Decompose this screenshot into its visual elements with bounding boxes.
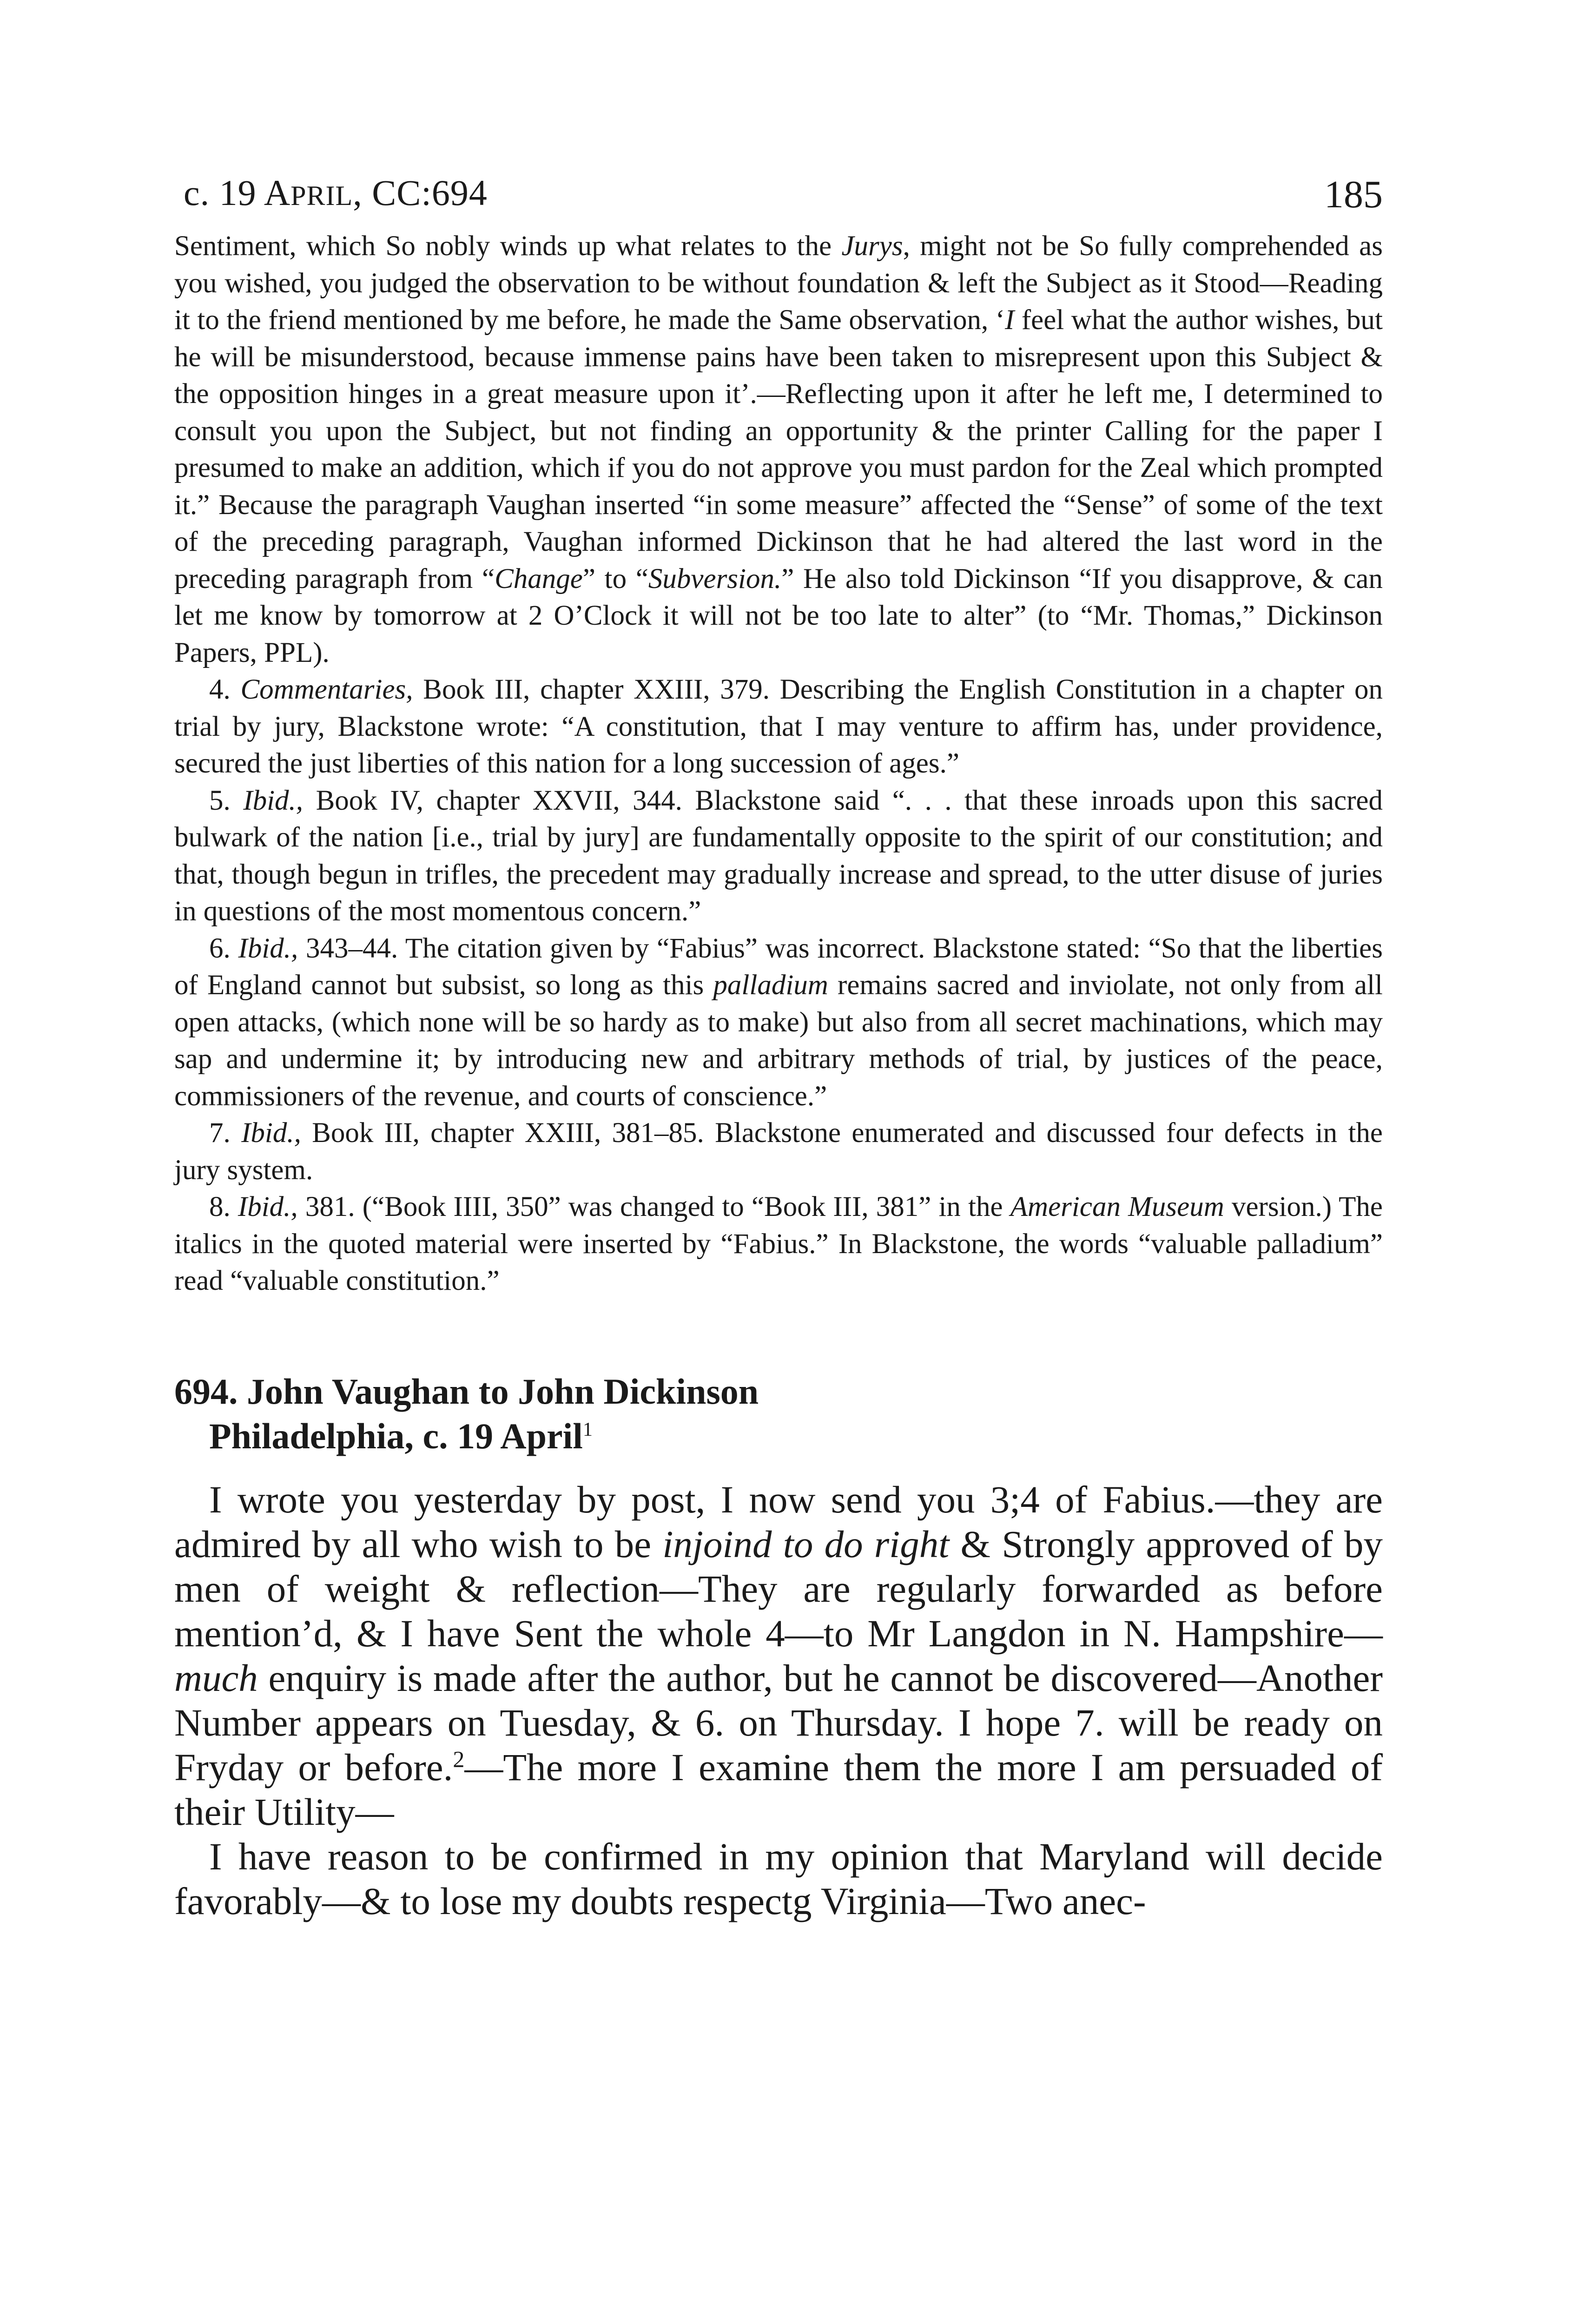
footnotes-section (174, 228, 1383, 1300)
running-head-day: 19 (219, 172, 257, 213)
page-body (174, 158, 1383, 1923)
footnote-ref-1: 1 (582, 1419, 593, 1440)
note-4: 4. Commentaries, Book III, chapter XXIII, 379. Describing the English Constitution in a chapter on trial by jury, Blackstone wrote: “A constitution, that I may venture to affirm has, under providence, secured the just liberties of this nation for a long succession of ages.” (174, 674, 1383, 779)
letter-paragraph-2: I have reason to be confirmed in my opinion that Maryland will decide favorably—& to lose my doubts respectg Virginia—Two anec- (174, 1835, 1383, 1922)
letter-body (174, 1477, 1383, 1923)
footnote-ref-2: 2 (453, 1745, 465, 1772)
running-head-month-initial: A (264, 172, 291, 213)
running-head-left (184, 172, 488, 214)
note-7: 7. Ibid., Book III, chapter XXIII, 381–85. Blackstone enumerated and discussed four defects in the jury system. (174, 1117, 1383, 1186)
document-heading (174, 1369, 1383, 1459)
note-3-continuation: Sentiment, which So nobly winds up what relates to the Jurys, might not be So fully comprehended as you wished, you judged the observation to be without foundation & left the Subject as it Stood—Reading it to the friend mentioned by me before, he made the Same observation, ‘I feel what the author wishes, but he will be misunderstood, because immense pains have been taken to misrepresent upon this Subject & the opposition hinges in a great measure upon it’.—Reflecting upon it after he left me, I determined to consult you upon the Subject, but not finding an opportunity & the printer Calling for the paper I presumed to make an addition, which if you do not approve you must pardon for the Zeal which prompted it.” Because the paragraph Vaughan inserted “in some measure” affected the “Sense” of some of the text of the preceding paragraph, Vaughan informed Dickinson that he had altered the last word in the preceding paragraph from “Change” to “Subversion.” He also told Dickinson “If you disapprove, & can let me know by tomorrow at 2 O’Clock it will not be too late to alter” (to “Mr. Thomas,” Dickinson Papers, PPL). (174, 231, 1383, 668)
running-head-prefix: c. (184, 172, 210, 213)
letter-paragraph-1: I wrote you yesterday by post, I now send you 3;4 of Fabius.—they are admired by all who wish to be injoind to do right & Strongly approved of by men of weight & reflection—They are regularly forwarded as before mention’d, & I have Sent the whole 4—to Mr Langdon in N. Hampshire—much enquiry is made after the author, but he cannot be discovered—Another Number appears on Tuesday, & 6. on Thursday. I hope 7. will be ready on Fryday or before.$^2$—The more I examine them the more I am persuaded of their Utility— (174, 1478, 1383, 1833)
document-heading-place-date: Philadelphia, c. 19 April$^1$ (209, 1415, 593, 1456)
document-heading-title: 694. John Vaughan to John Dickinson (174, 1371, 759, 1412)
note-6: 6. Ibid., 343–44. The citation given by “Fabius” was incorrect. Blackstone stated: “So that the liberties of England cannot but subsist, so long as this palladium remains sacred and inviolate, not only from all open attacks, (which none will be so hardy as to make) but also from all secret machinations, which may sap and undermine it; by introducing new and arbitrary methods of trial, by justices of the peace, commissioners of the revenue, and courts of conscience.” (174, 932, 1383, 1112)
page-number: 185 (1324, 173, 1383, 216)
note-5: 5. Ibid., Book IV, chapter XXVII, 344. Blackstone said “. . . that these inroads upon this sacred bulwark of the nation [i.e., trial by jury] are fundamentally opposite to the spirit of our constitution; and that, though begun in trifles, the precedent may gradually increase and spread, to the utter disuse of juries in questions of the most momentous concern.” (174, 785, 1383, 927)
note-8: 8. Ibid., 381. (“Book IIII, 350” was changed to “Book III, 381” in the American Museum version.) The italics in the quoted material were inserted by “Fabius.” In Blackstone, the words “valuable palladium” read “valuable constitution.” (174, 1191, 1383, 1296)
running-head-suffix: , CC:694 (353, 172, 488, 213)
running-head (174, 158, 1383, 223)
running-head-month-rest: PRIL (290, 180, 353, 211)
